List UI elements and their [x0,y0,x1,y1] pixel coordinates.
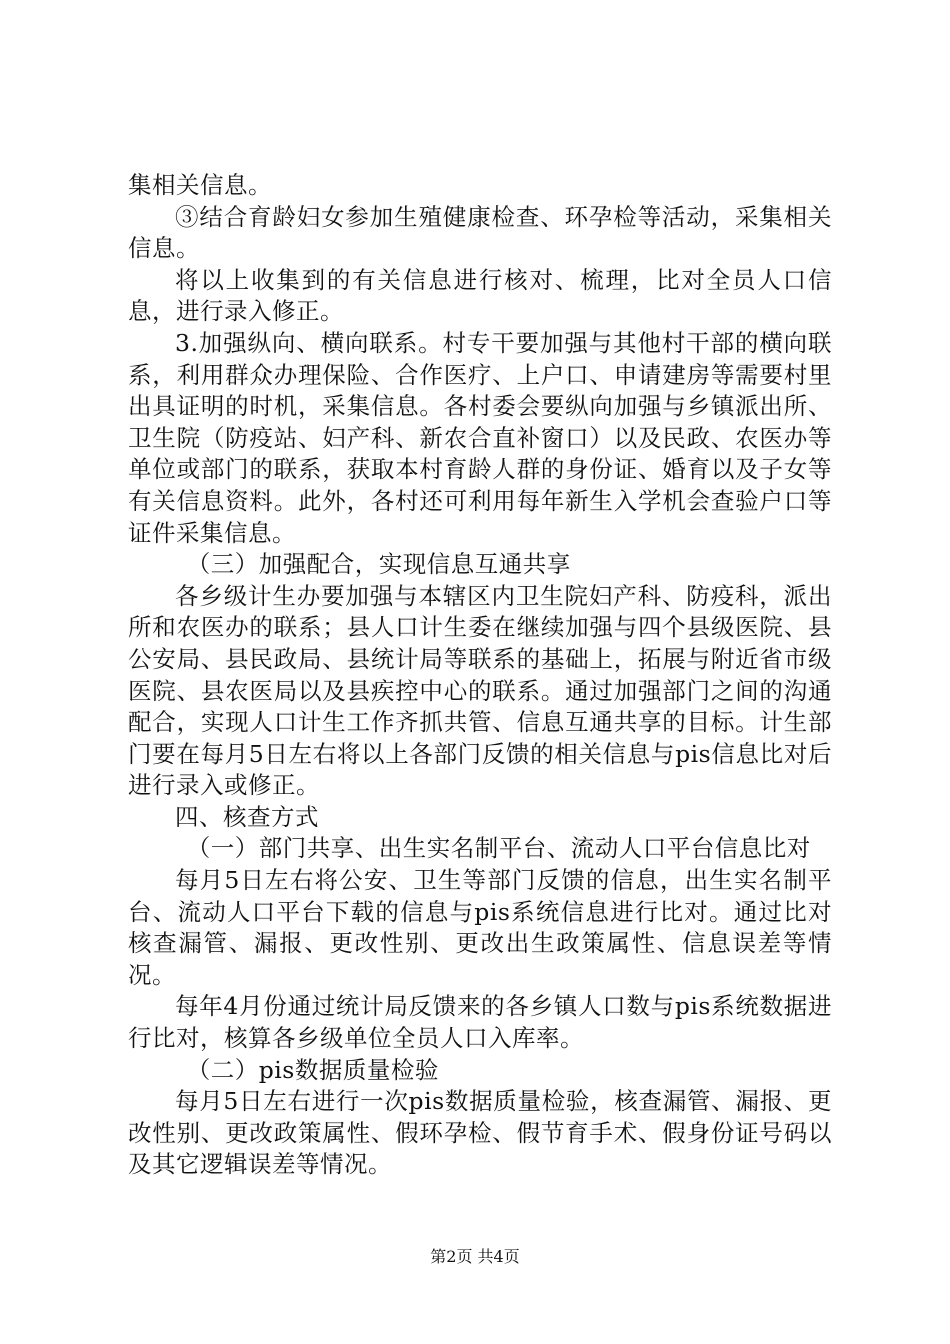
subsection-heading-1: （一）部门共享、出生实名制平台、流动人口平台信息比对 [186,834,811,863]
paragraph-6: 每月5日左右将公安、卫生等部门反馈的信息，出生实名制平台、流动人口平台下载的信息与pis系统信息进行比对。通过比对核查漏管、漏报、更改性别、更改出生政策属性、信息误差等情况。 [128,866,832,989]
section-heading-4: 四、核查方式 [175,802,319,831]
paragraph-7: 每年4月份通过统计局反馈来的各乡镇人口数与pis系统数据进行比对，核算各乡级单位全员人口入库率。 [128,992,832,1053]
subsection-heading-2: （二）pis数据质量检验 [186,1055,439,1084]
paragraph-2: ③结合育龄妇女参加生殖健康检查、环孕检等活动，采集相关信息。 [128,202,832,263]
paragraph-4: 3.加强纵向、横向联系。村专干要加强与其他村干部的横向联系，利用群众办理保险、合作医疗、上户口、申请建房等需要村里出具证明的时机，采集信息。各村委会要纵向加强与乡镇派出所、卫生院（防疫站、妇产科、新农合直补窗口）以及民政、农医办等单位或部门的联系，获取本村育龄人群的身份证、婚育以及子女等有关信息资料。此外，各村还可利用每年新生入学机会查验户口等证件采集信息。 [128,328,832,547]
paragraph-8: 每月5日左右进行一次pis数据质量检验，核查漏管、漏报、更改性别、更改政策属性、假环孕检、假节育手术、假身份证号码以及其它逻辑误差等情况。 [128,1087,832,1179]
section-heading-3: （三）加强配合，实现信息互通共享 [186,550,571,579]
page-number-footer: 第2页 共4页 [430,1247,520,1266]
document-body [128,170,832,1181]
paragraph-5: 各乡级计生办要加强与本辖区内卫生院妇产科、防疫科，派出所和农医办的联系；县人口计生委在继续加强与四个县级医院、县公安局、县民政局、县统计局等联系的基础上，拓展与附近省市级医院、县农医局以及县疾控中心的联系。通过加强部门之间的沟通配合，实现人口计生工作齐抓共管、信息互通共享的目标。计生部门要在每月5日左右将以上各部门反馈的相关信息与pis信息比对后进行录入或修正。 [128,581,832,800]
paragraph-3: 将以上收集到的有关信息进行核对、梳理，比对全员人口信息，进行录入修正。 [128,265,832,326]
paragraph-1: 集相关信息。 [128,171,272,199]
